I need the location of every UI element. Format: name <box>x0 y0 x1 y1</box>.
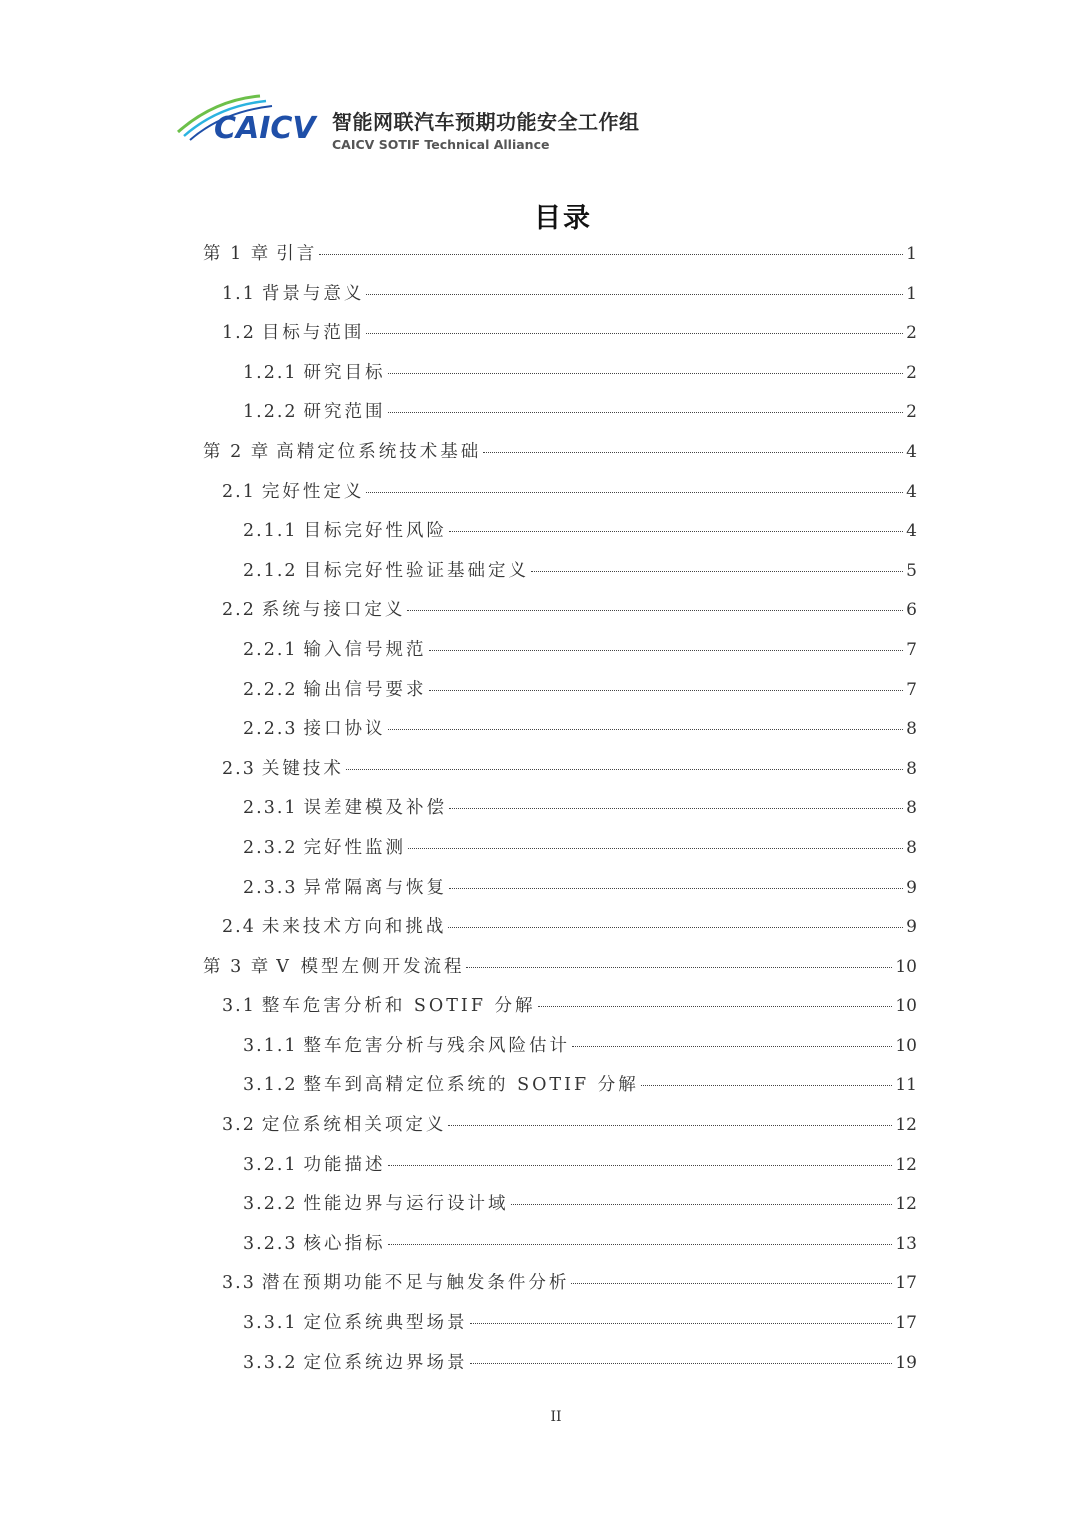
toc-entry-number: 3.2.2 <box>243 1194 298 1215</box>
toc-entry-text: 整车到高精定位系统的 SOTIF 分解 <box>303 1075 639 1096</box>
toc-entry-text: V 模型左侧开发流程 <box>276 956 465 977</box>
toc-entry[interactable] <box>203 755 917 795</box>
toc-entry-number: 1.2.1 <box>243 362 298 383</box>
page-title: 目录 <box>534 203 592 234</box>
org-name-english: CAICV SOTIF Technical Alliance <box>332 137 550 152</box>
toc-dot-leader <box>388 729 904 730</box>
toc-dot-leader <box>366 492 903 493</box>
toc-entry-label <box>243 834 406 859</box>
toc-entry[interactable] <box>203 992 917 1032</box>
toc-entry-page: 2 <box>906 323 917 344</box>
toc-dot-leader <box>538 1006 893 1007</box>
toc-entry[interactable] <box>203 596 917 636</box>
toc-entry-page: 4 <box>906 441 917 462</box>
toc-entry-label <box>243 1309 468 1334</box>
toc-entry-page: 13 <box>895 1233 917 1254</box>
toc-entry-label <box>222 992 536 1017</box>
toc-entry-text: 系统与接口定义 <box>261 600 406 621</box>
toc-entry-number: 3.2.3 <box>243 1233 298 1254</box>
logo-text: CAICV <box>214 111 316 146</box>
toc-dot-leader <box>388 373 904 374</box>
toc-entry-page: 4 <box>906 481 917 502</box>
toc-entry-page: 5 <box>906 560 917 581</box>
toc-entry-label <box>243 359 386 384</box>
toc-dot-leader <box>366 294 903 295</box>
toc-dot-leader <box>388 412 904 413</box>
toc-entry[interactable] <box>203 794 917 834</box>
table-of-contents <box>203 240 917 1388</box>
toc-entry-page: 10 <box>895 1035 917 1056</box>
toc-entry-number: 2.2.2 <box>243 679 298 700</box>
toc-entry-number: 第 2 章 <box>203 441 271 462</box>
toc-entry-page: 2 <box>906 402 917 423</box>
toc-entry-number: 1.2 <box>222 323 256 344</box>
toc-entry-label <box>243 1151 386 1176</box>
toc-entry-text: 未来技术方向和挑战 <box>261 917 447 938</box>
toc-entry[interactable] <box>203 1230 917 1270</box>
toc-entry-text: 完好性定义 <box>261 481 365 502</box>
toc-entry[interactable] <box>203 874 917 914</box>
toc-dot-leader <box>470 1363 893 1364</box>
toc-entry-page: 1 <box>906 283 917 304</box>
toc-entry-text: 目标与范围 <box>261 323 365 344</box>
toc-entry-number: 2.1.2 <box>243 560 298 581</box>
toc-entry-text: 整车危害分析与残余风险估计 <box>303 1035 571 1056</box>
toc-entry[interactable] <box>203 913 917 953</box>
toc-entry[interactable] <box>203 834 917 874</box>
toc-entry-label <box>243 557 529 582</box>
toc-entry-text: 引言 <box>276 244 318 264</box>
toc-entry[interactable] <box>203 1309 917 1349</box>
toc-entry[interactable] <box>203 319 917 359</box>
toc-entry-page: 10 <box>895 956 917 977</box>
toc-dot-leader <box>466 967 892 968</box>
toc-entry-text: 功能描述 <box>303 1154 386 1175</box>
toc-entry-label <box>222 913 446 938</box>
toc-entry[interactable] <box>203 438 917 478</box>
toc-entry[interactable] <box>203 1111 917 1151</box>
toc-entry-text: 接口协议 <box>303 719 386 740</box>
toc-entry-number: 2.1 <box>222 481 256 502</box>
toc-entry-page: 8 <box>906 837 917 858</box>
toc-entry-number: 2.1.1 <box>243 521 298 542</box>
toc-dot-leader <box>366 333 903 334</box>
toc-entry-number: 2.2.3 <box>243 719 298 740</box>
toc-entry-label <box>243 1071 639 1096</box>
toc-entry[interactable] <box>203 359 917 399</box>
toc-entry-label <box>243 1349 468 1374</box>
toc-entry-label <box>243 398 386 423</box>
toc-entry-text: 性能边界与运行设计域 <box>303 1194 509 1215</box>
toc-entry-text: 输出信号要求 <box>303 679 427 700</box>
toc-dot-leader <box>572 1046 892 1047</box>
toc-entry[interactable] <box>203 478 917 518</box>
toc-entry[interactable] <box>203 240 917 280</box>
toc-entry-number: 1.1 <box>222 283 256 304</box>
toc-entry-label <box>222 596 405 621</box>
toc-entry-text: 目标完好性风险 <box>303 521 448 542</box>
toc-entry-text: 整车危害分析和 SOTIF 分解 <box>261 996 536 1017</box>
toc-entry-label <box>243 874 447 899</box>
toc-entry-number: 2.2.1 <box>243 639 298 660</box>
toc-entry-number: 2.3.3 <box>243 877 298 898</box>
toc-entry-label <box>222 755 344 780</box>
toc-entry-page: 10 <box>895 996 917 1017</box>
toc-entry[interactable] <box>203 953 917 993</box>
toc-entry-label <box>243 1032 570 1057</box>
page-header <box>174 92 694 154</box>
toc-dot-leader <box>531 571 903 572</box>
toc-entry-page: 9 <box>906 917 917 938</box>
toc-dot-leader <box>346 769 903 770</box>
toc-entry-number: 3.2 <box>222 1115 256 1136</box>
toc-entry[interactable] <box>203 715 917 755</box>
toc-entry-label <box>222 1111 446 1136</box>
toc-entry-number: 1.2.2 <box>243 402 298 423</box>
toc-entry-page: 9 <box>906 877 917 898</box>
toc-dot-leader <box>319 254 903 255</box>
toc-dot-leader <box>449 888 903 889</box>
toc-dot-leader <box>429 690 904 691</box>
caicv-logo-icon <box>174 92 324 152</box>
toc-entry-number: 2.3.2 <box>243 837 298 858</box>
org-name-chinese: 智能网联汽车预期功能安全工作组 <box>332 110 640 134</box>
toc-entry-text: 研究范围 <box>303 402 386 423</box>
toc-entry-page: 12 <box>895 1154 917 1175</box>
toc-entry-label <box>243 1230 386 1255</box>
toc-dot-leader <box>470 1323 893 1324</box>
toc-entry-page: 4 <box>906 521 917 542</box>
toc-dot-leader <box>388 1244 893 1245</box>
toc-entry-text: 背景与意义 <box>261 283 365 304</box>
toc-entry-text: 目标完好性验证基础定义 <box>303 560 530 581</box>
toc-entry-page: 12 <box>895 1194 917 1215</box>
toc-entry-label <box>243 636 427 661</box>
toc-entry-page: 8 <box>906 758 917 779</box>
toc-entry[interactable] <box>203 398 917 438</box>
toc-entry-label <box>243 1190 509 1215</box>
toc-entry-label <box>222 478 364 503</box>
toc-entry-text: 定位系统相关项定义 <box>261 1115 447 1136</box>
toc-entry-number: 3.3.2 <box>243 1352 298 1373</box>
toc-dot-leader <box>571 1283 892 1284</box>
toc-entry-number: 2.4 <box>222 917 256 938</box>
toc-dot-leader <box>641 1085 893 1086</box>
toc-dot-leader <box>429 650 904 651</box>
toc-entry[interactable] <box>203 280 917 320</box>
toc-entry-number: 3.3 <box>222 1273 256 1294</box>
toc-entry-text: 异常隔离与恢复 <box>303 877 448 898</box>
toc-entry-page: 8 <box>906 719 917 740</box>
page-number: II <box>550 1409 562 1425</box>
toc-entry-label <box>222 1269 569 1294</box>
toc-entry[interactable] <box>203 636 917 676</box>
toc-entry-text: 定位系统典型场景 <box>303 1313 468 1334</box>
toc-entry[interactable] <box>203 1349 917 1389</box>
toc-entry-page: 17 <box>895 1273 917 1294</box>
toc-entry-number: 第 3 章 <box>203 956 271 977</box>
toc-entry-page: 19 <box>895 1352 917 1373</box>
toc-entry-label <box>222 280 364 305</box>
toc-entry-number: 3.3.1 <box>243 1313 298 1334</box>
toc-entry-page: 12 <box>895 1115 917 1136</box>
toc-entry-number: 2.3.1 <box>243 798 298 819</box>
toc-entry-text: 误差建模及补偿 <box>303 798 448 819</box>
toc-entry-label <box>203 438 481 463</box>
toc-entry[interactable] <box>203 1269 917 1309</box>
toc-entry-number: 3.1.2 <box>243 1075 298 1096</box>
toc-entry-page: 7 <box>906 639 917 660</box>
toc-entry-number: 2.3 <box>222 758 256 779</box>
toc-entry-page: 1 <box>906 244 917 264</box>
toc-entry-page: 2 <box>906 362 917 383</box>
toc-entry-number: 3.1.1 <box>243 1035 298 1056</box>
toc-entry-label <box>243 794 447 819</box>
toc-entry-page: 11 <box>895 1075 917 1096</box>
toc-entry-number: 第 1 章 <box>203 244 271 264</box>
toc-entry[interactable] <box>203 1071 917 1111</box>
toc-entry-number: 2.2 <box>222 600 256 621</box>
toc-entry[interactable] <box>203 676 917 716</box>
toc-entry-number: 3.1 <box>222 996 256 1017</box>
toc-entry[interactable] <box>203 1190 917 1230</box>
toc-dot-leader <box>483 452 903 453</box>
toc-entry-label <box>243 715 386 740</box>
toc-dot-leader <box>449 808 903 809</box>
toc-entry-page: 8 <box>906 798 917 819</box>
toc-entry-page: 6 <box>906 600 917 621</box>
toc-entry-text: 定位系统边界场景 <box>303 1352 468 1373</box>
toc-entry-text: 完好性监测 <box>303 837 407 858</box>
toc-entry-label <box>203 240 317 265</box>
toc-entry[interactable] <box>203 1151 917 1191</box>
toc-entry[interactable] <box>203 517 917 557</box>
toc-dot-leader <box>407 610 903 611</box>
toc-entry-page: 17 <box>895 1313 917 1334</box>
toc-dot-leader <box>448 1125 892 1126</box>
toc-dot-leader <box>408 848 903 849</box>
toc-dot-leader <box>511 1204 893 1205</box>
toc-entry-text: 潜在预期功能不足与触发条件分析 <box>261 1273 570 1294</box>
toc-entry[interactable] <box>203 1032 917 1072</box>
toc-entry-text: 研究目标 <box>303 362 386 383</box>
toc-entry-label <box>243 517 447 542</box>
toc-entry-label <box>222 319 364 344</box>
toc-entry-text: 高精定位系统技术基础 <box>276 441 482 462</box>
toc-dot-leader <box>388 1165 893 1166</box>
toc-entry-text: 关键技术 <box>261 758 344 779</box>
toc-entry-text: 核心指标 <box>303 1233 386 1254</box>
toc-entry-page: 7 <box>906 679 917 700</box>
toc-entry-number: 3.2.1 <box>243 1154 298 1175</box>
toc-entry[interactable] <box>203 557 917 597</box>
toc-dot-leader <box>449 531 903 532</box>
org-name <box>332 106 640 152</box>
toc-entry-text: 输入信号规范 <box>303 639 427 660</box>
toc-dot-leader <box>448 927 903 928</box>
toc-entry-label <box>203 953 464 978</box>
toc-entry-label <box>243 676 427 701</box>
